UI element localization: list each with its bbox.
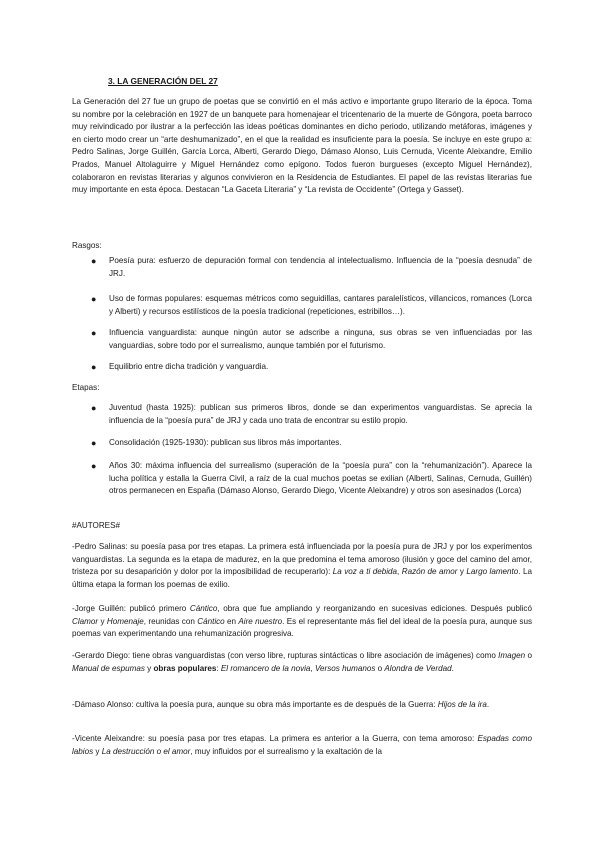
work-title: Aire nuestro: [238, 616, 283, 626]
salinas-text: -Pedro Salinas: su poesía pasa por tres etapas. La primera está influenciada por la poesía pura de JRJ y por los experimentos vanguardistas. La segunda es la etapa de madurez, en la que predomina el tema amoroso (ilusión y goce del camino del amor, tristeza por su desaparición y dolor por la imposibilidad de recuperarlo):: [72, 542, 532, 577]
etapa-item: Años 30: máxima influencia del surrealismo (superación de la “poesía pura” con la “rehumanización”). Aparece la lucha política y estalla la Guerra Civil, a raíz de la cual muchos poetas se exilian (Alberti, Salinas, Cernuda, Guillén) otros permanecen en España (Dámaso Alonso, Gerardo Diego, Vicente Aleixandre) y otros son asesinados (Lorca): [109, 461, 532, 496]
work-title: Hijos de la ira: [437, 700, 487, 709]
separator: o: [375, 663, 385, 673]
rasgos-label: Rasgos:: [72, 241, 102, 250]
work-title: Razón de amor: [401, 567, 458, 577]
separator: .: [451, 663, 454, 673]
work-title: Alondra de Verdad: [384, 663, 452, 673]
bullet-icon: ●: [91, 461, 97, 471]
work-title: Clamor: [72, 616, 99, 626]
bullet-icon: ●: [91, 403, 97, 413]
aleixandre-text: , muy influidos por el surrealismo y la exaltación de la: [190, 746, 382, 756]
work-title: La voz a ti debida: [332, 567, 398, 577]
bullet-icon: ●: [91, 438, 97, 448]
guillen-text: , obra que fue ampliando y reorganizando en sucesivas ediciones. Después publicó: [217, 604, 532, 613]
separator: .: [486, 700, 490, 709]
separator: y: [93, 746, 102, 756]
bullet-icon: ●: [91, 328, 97, 338]
separator: y: [457, 567, 467, 577]
rasgo-item: Influencia vanguardista: aunque ningún autor se adscribe a ninguna, sus obras se ven influenciadas por las vanguardias, sobre todo por el surrealismo, aunque también por el futurismo.: [109, 328, 532, 350]
aleixandre-text: -Vicente Aleixandre: su poesía pasa por tres etapas. La primera es anterior a la Guerra, con tema amoroso:: [72, 734, 478, 743]
guillen-text: -Jorge Guillén: publicó primero: [72, 604, 190, 613]
work-title: Manual de espumas: [72, 663, 145, 673]
separator: y: [144, 663, 154, 673]
separator: y: [98, 616, 107, 626]
salinas-text: . La última etapa la forman los poemas de exilio.: [72, 567, 533, 589]
work-title: Homenaje: [106, 616, 144, 626]
work-title: El romancero de la novia: [220, 663, 311, 673]
separator: , reunidas con: [143, 616, 198, 626]
emphasis: obras populares: [153, 663, 217, 673]
guillen-text: . Es el representante más fiel del ideal de la poesía pura, aunque sus poemas van experimentando una rehumanización progresiva.: [72, 616, 533, 639]
etapas-label: Etapas:: [72, 383, 100, 392]
autores-heading: #AUTORES#: [72, 521, 120, 530]
diego-text: -Gerardo Diego: tiene obras vanguardistas (con verso libre, rupturas sintácticas o libre asociación de imágenes) como: [72, 651, 499, 660]
separator: o: [525, 651, 532, 660]
rasgo-item: Uso de formas populares: esquemas métricos como seguidillas, cantares paralelísticos, villancicos, romances (Lorca y Alberti) y recursos estilísticos de la poesía tradicional (repeticiones, estribillos…).: [109, 294, 532, 316]
author-diego: [72, 650, 532, 675]
etapa-item: Consolidación (1925-1930): publican sus libros más importantes.: [109, 438, 342, 447]
rasgo-item: Equilibrio entre dicha tradición y vanguardia.: [109, 362, 269, 371]
section-title: 3. LA GENERACIÓN DEL 27: [108, 76, 218, 86]
work-title: Cántico: [189, 604, 218, 613]
alonso-text: -Dámaso Alonso: cultiva la poesía pura, aunque su obra más importante es de después de la Guerra:: [72, 700, 438, 709]
work-title: Largo lamento: [466, 567, 519, 577]
separator: :: [216, 663, 221, 673]
bullet-icon: ●: [91, 256, 97, 266]
work-title: Imagen: [498, 651, 526, 660]
author-aleixandre: [72, 733, 532, 758]
separator: ,: [310, 663, 315, 673]
bullet-icon: ●: [91, 294, 97, 304]
author-alonso: [72, 699, 532, 712]
author-guillen: [72, 603, 532, 641]
intro-paragraph: La Generación del 27 fue un grupo de poetas que se convirtió en el más activo e importante grupo literario de la época. Toma su nombre por la celebración en 1927 de un banquete para homenajear el tricentenario de la muerte de Góngora, poeta barroco muy reivindicado por ilustrar a la perfección las ideas poéticas dominantes en dicho periodo, utilizando metáforas, imágenes y en cierto modo crear un “arte deshumanizado”, en el que la realidad es insuficiente para la poesía. Se incluye en este grupo a: Pedro Salinas, Jorge Guillén, García Lorca, Alberti, Gerardo Diego, Dámaso Alonso, Luis Cernuda, Vicente Aleixandre, Emilio Prados, Manuel Altolaguirre y Miguel Hernández como epígono. Todos fueron burgueses (excepto Miguel Hernández), colaboraron en revistas literarias y algunos convivieron en la Residencia de Estudiantes. El papel de las revistas literarias fue muy importante en esta época. Destacan “La Gaceta Literaria” y “La revista de Occidente” (Ortega y Gasset).: [72, 97, 532, 195]
work-title: Espadas como labios: [72, 734, 532, 756]
etapa-item: Juventud (hasta 1925): publican sus primeros libros, donde se dan experimentos vanguardistas. Se aprecia la influencia de la “poesía pura” de JRJ y cada uno trata de encontrar su estilo propio.: [109, 403, 532, 425]
work-title: La destrucción o el amor: [101, 746, 191, 756]
work-title: Versos humanos: [314, 663, 376, 673]
separator: ,: [397, 567, 402, 577]
bullet-icon: ●: [91, 362, 97, 372]
rasgo-item: Poesía pura: esfuerzo de depuración formal con tendencia al intelectualismo. Influencia de la “poesía desnuda” de JRJ.: [109, 256, 532, 278]
author-salinas: [72, 541, 532, 591]
work-title: Cántico: [197, 616, 225, 626]
separator: en: [224, 616, 239, 626]
